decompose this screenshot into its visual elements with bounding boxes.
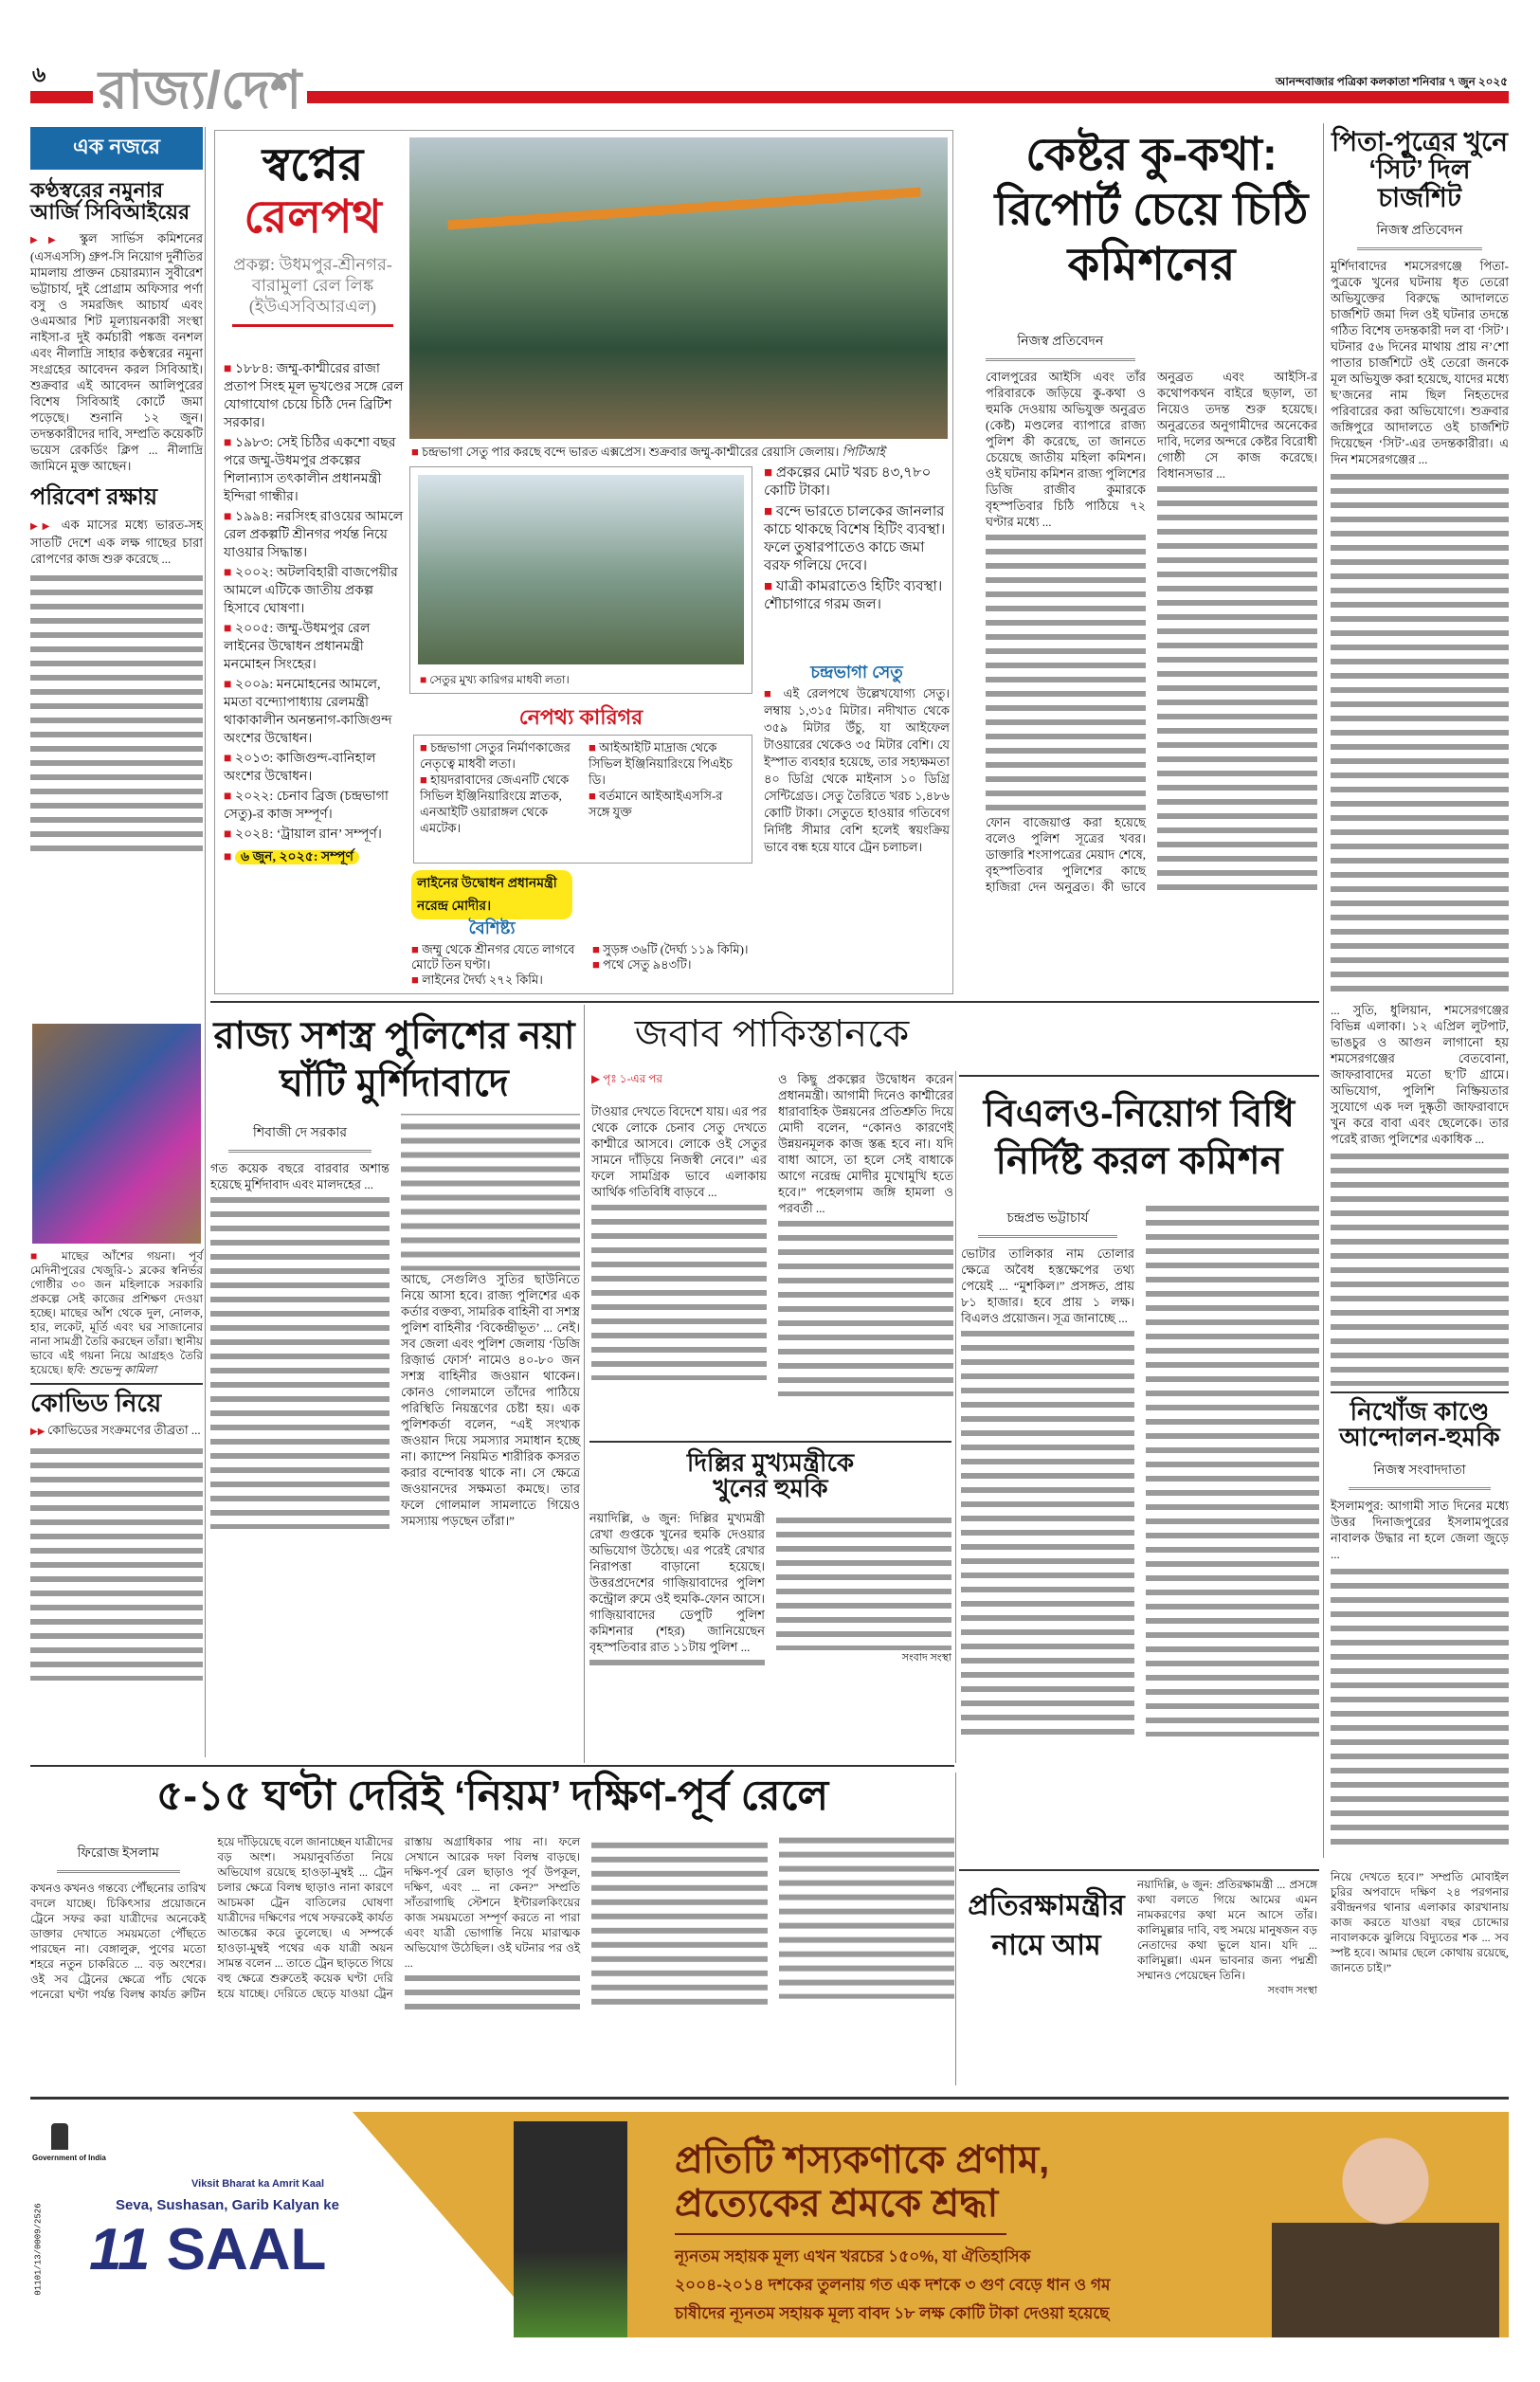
headline-reply-pakistan: জবাব পাকিস্তানকে <box>634 1013 910 1055</box>
madhavi-latha-photo <box>418 475 744 664</box>
article-text: নয়াদিল্লি, ৬ জুন: দিল্লির মুখ্যমন্ত্রী রেখা গুপ্তকে খুনের হুমকি দেওয়ার অভিযোগ উঠেছে। এর পরেই রেখার নিরাপত্তা বাড়ানো হয়েছে। উত্তরপ্রদেশের গাজ়িয়াবাদের পুলিশ কন্ট্রোল রুমে ওই হুমকি-ফোন আসে। গাজ়িয়াবাদের ডেপুটি পুলিশ কমিশনার (শহর) জানিয়েছেন বৃহস্পতিবার রাত ১১টায় পুলিশ ... <box>589 1510 765 1654</box>
article-text: বোলপুরের আইসি এবং তাঁর পরিবারকে জড়িয়ে কু-কথা ও হুমকি দেওয়ায় অভিযুক্ত অনুব্রত (কেষ্ট) মণ্ডলের ব্যাপারে রাজ্য পুলিশ কী করেছে, তা জানতে চেয়েছে জাতীয় মহিলা কমিশন। ওই ঘটনায় কমিশন রাজ্য পুলিশের ডিজি রাজীব কুমারকে বৃহস্পতিবার চিঠি পাঠিয়ে ৭২ ঘণ্টার মধ্যে ... <box>986 370 1146 529</box>
article-text: নয়াদিল্লি, ৬ জুন: প্রতিরক্ষামন্ত্রী ... প্রসঙ্গে কথা বলতে গিয়ে আমের এমন নামকরণের কথা মনে আসে তাঁর। কালিমুল্লার দাবি, বহু সময়ে মানুষজন বড় নেতাদের কথা ভুলে যান। যদি ... কালিমুল্লা। এমন ভাবনার জন্য পদ্মশ্রী সম্মানও পেয়েছেন তিনি। <box>1137 1878 1317 1982</box>
vande-bharat-bridge-photo <box>409 137 948 439</box>
headline-armed-police: রাজ্য সশস্ত্র পুলিশের নয়া ঘাঁটি মুর্শিদাবাদে <box>213 1015 575 1104</box>
project-name: প্রকল্প: উধমপুর-শ্রীনগর-বারামুলা রেল লিঙ্ক (ইউএসবিআরএল) <box>232 254 393 327</box>
behind-scenes-item: ■ চন্দ্রভাগা সেতুর নির্মাণকাজের নেতৃত্বে মাধবী লতা। <box>420 739 577 772</box>
article-text: ভোটার তালিকার নাম তোলার ক্ষেত্রে অবৈধ হস্তক্ষেপের তথ্য পেয়েই ... “মুশকিল।” প্রসঙ্গত, প্রায় ৮১ হাজার। হবে প্রায় ১ লক্ষ। বিএলও প্রয়োজন। সূত্র জানাচ্ছে ... <box>961 1246 1134 1325</box>
farmer-door-image <box>514 2121 627 2337</box>
feature-title-accent: রেলপথ <box>244 192 382 243</box>
article-text: ইসলামপুর: আগামী সাত দিনের মধ্যে উত্তর দিনাজপুরের ইসলামপুরের নাবালক উদ্ধার না হলে জেলা জুড়ে ... <box>1331 1498 1509 1561</box>
fact-item: ■ প্রকল্পের মোট খরচ ৪৩,৭৮০ কোটি টাকা। <box>764 464 949 500</box>
brief-body-lines <box>30 1444 203 1681</box>
article-text: ও কিছু প্রকল্পের উদ্বোধন করেন প্রধানমন্ত্রী। আগামী দিনেও কাশ্মীরের ধারাবাহিক উন্নয়নের প্রতিশ্রুতি দিয়ে মোদী বলেন, “কোনও কারণেই উন্নয়নমূলক কাজ স্তব্ধ হবে না। যদি বাধা আসে, তা হলে সেই বাধাকে আগে নরেন্দ্র মোদীর মুখোমুখি হতে হবে।” পহেলগাম জঙ্গি হামলা ও পরবর্তী ... <box>778 1072 953 1215</box>
features-list <box>411 942 762 988</box>
feature-item: ■ জম্মু থেকে শ্রীনগর যেতে লাগবে মোটে তিন ঘণ্টা। <box>411 942 581 973</box>
bridge-text: ■ এই রেলপথে উল্লেখযোগ্য সেতু। লম্বায় ১,৩১৫ মিটার। নদীখাত থেকে ৩৫৯ মিটার উঁচু, যা আইফেল টাওয়ারের থেকেও ৩৫ মিটার বেশি। যে ইস্পাত ব্যবহার হয়েছে, তার সহ্যক্ষমতা ৪০ ডিগ্রি থেকে মাইনাস ১০ ডিগ্রি সেন্টিগ্রেড। সেতু তৈরিতে খরচ ১,৪৮৬ কোটি টাকা। সেতুতে হাওয়ার গতিবেগ নির্দিষ্ট সীমার বেশি হলেই স্বয়ংক্রিয় ভাবে বন্ধ হয়ে যাবে ট্রেন চলাচল। <box>764 685 950 856</box>
govt-label: Government of India <box>32 2154 106 2162</box>
timeline-items <box>224 360 404 844</box>
byline: ফিরোজ ইসলাম <box>57 1842 180 1873</box>
byline: চন্দ্রপ্রভ ভট্টাচার্য <box>978 1207 1116 1238</box>
pm-portrait <box>1272 2129 1499 2337</box>
brief-title: কোভিড নিয়ে <box>30 1389 162 1417</box>
photo-caption: ■ মাছের আঁশের গয়না। পূর্ব মেদিনীপুরের খেজুরি-১ ব্লকের স্বনির্ভর গোষ্ঠীর ৩০ জন মহিলাকে সরকারি প্রকল্পে সেই কাজের প্রশিক্ষণ দেওয়া হচ্ছে। মাছের আঁশ থেকে দুল, নোলক, হার, লকেট, মূর্তি এবং ঘর সাজানোর নানা সামগ্রী তৈরি করছেন তাঁরা। স্থানীয় ভাবে এই গয়না নিয়ে আগ্রহও তৈরি হয়েছে। ছবি: শুভেন্দু কামিলা <box>30 1249 203 1377</box>
timeline <box>224 360 404 868</box>
feature-title: স্বপ্নের <box>262 140 364 191</box>
headline-delhi-cm: দিল্লির মুখ্যমন্ত্রীকে খুনের হুমকি <box>686 1448 855 1503</box>
timeline-item: ■ ২০২৪: ‘ট্রায়াল রান’ সম্পূর্ণ। <box>224 826 404 844</box>
brief-text: ▶▶ কোভিডের সংক্রমণের তীব্রতা ... <box>30 1422 203 1440</box>
inset-caption: ■ সেতুর মুখ্য কারিগর মাধবী লতা। <box>420 672 752 691</box>
article-text: টাওয়ার দেখতে বিদেশে যায়। এর পর থেকে লোকে চেনাব সেতু দেখতে কাশ্মীরে আসবে। লোকে ওই সেতুর সামনে দাঁড়িয়ে নিজস্বী নেবে।” এর ফলে সামগ্রিক ভাবে এলাকায় আর্থিক গতিবিধি বাড়বে ... <box>591 1104 767 1199</box>
emblem-icon <box>51 2123 68 2150</box>
timeline-item: ■ ২০২২: চেনাব ব্রিজ (চন্দ্রভাগা সেতু)-র কাজ সম্পূর্ণ। <box>224 788 404 824</box>
ad-lines <box>675 2243 1110 2328</box>
fact-item: ■ যাত্রী কামরাতেও হিটিং ব্যবস্থা। শৌচাগারে গরম জল। <box>764 578 949 614</box>
timeline-item: ■ ২০১৩: কাজিগুন্দ-বানিহাল অংশের উদ্বোধন। <box>224 750 404 786</box>
at-a-glance-banner: এক নজরে <box>30 127 203 170</box>
section-title: রাজ্য/দেশ <box>93 49 307 138</box>
dateline: আনন্দবাজার পত্রিকা কলকাতা শনিবার ৭ জুন ২০২৫ <box>1275 75 1508 88</box>
ad-code: 01101/13/0009/2526 <box>33 2203 44 2296</box>
timeline-item: ■ ১৯৮৩: সেই চিঠির একশো বছর পরে জম্মু-উধমপুর প্রকল্পের শিলান্যাস তৎকালীন প্রধানমন্ত্রী ইন্দিরা গান্ধীর। <box>224 434 404 506</box>
ad-line: ২০০৪-২০১৪ দশকের তুলনায় গত এক দশকে ৩ গুণ বেড়ে ধান ও গম <box>675 2276 1111 2294</box>
headline-blo: বিএলও-নিয়োগ বিধি নির্দিষ্ট করল কমিশন <box>983 1093 1295 1182</box>
features-title: বৈশিষ্ট্য <box>468 918 516 937</box>
delhi-cm-box <box>589 1441 951 1666</box>
brief-text: ▶▶ এক মাসের মধ্যে ভারত-সহ সাতটি দেশে এক লক্ষ গাছের চারা রোপণের কাজ শুরু করেছে ... <box>30 517 203 567</box>
article-text: কখনও কখনও গন্তব্যে পৌঁছনোর তারিখ বদলে যাচ্ছে। চিকিৎসার প্রয়োজনে ট্রেনে সফর করা যাত্রীদের অনেকেই ডাক্তার দেখাতে সময়মতো পৌঁছতে পারছেন না। বেঙ্গালুরু, পুণের মতো শহরে নতুন চাকরিতে ... বড় অংশের। ওই সব ট্রেনের ক্ষেত্রে পাঁচ থেকে পনেরো ঘণ্টা পর্যন্ত বিলম্ব কার্যত রুটিন হয়ে দাঁড়িয়েছে বলে জানাচ্ছেন যাত্রীদের বড় অংশ। সময়ানুবর্তিতা নিয়ে অভিযোগ রয়েছে হাওড়া-মুম্বই ... ট্রেন চলার ক্ষেত্রে বিলম্ব ছাড়াও নানা কারণে আচমকা ট্রেন বাতিলের ঘোষণা যাত্রীদের দক্ষিণের পথে সফরকেই কার্যত আতঙ্কের করে তুলেছে। এ সম্পর্কে হাওড়া-মুম্বই পথের এক যাত্রী অয়ন সামন্ত বলেন ... তাতে ট্রেন ছাড়তে গিয়ে বহু ক্ষেত্রে শুরুতেই কয়েক ঘণ্টা দেরি হয়ে যাচ্ছে। দেরিতে ছেড়ে যাওয়া ট্রেন রাস্তায় অগ্রাধিকার পায় না। ফলে সেখানে আরেক দফা বিলম্ব বাড়ছে। দক্ষিণ-পূর্ব রেল ছাড়াও পূর্ব উপকূল, দক্ষিণ, এবং ... না কেন?” সম্প্রতি সাঁতরাগাছি স্টেশনে ইন্টারলকিংয়ের কাজ সময়মতো সম্পূর্ণ করতে না পারা এবং যাত্রী ভোগান্তি নিয়ে মারাত্মক অভিযোগ উঠেছিল। ওই ঘটনার পর ওই ... <box>30 1835 581 2001</box>
left-column <box>30 127 203 855</box>
headline-kesto: কেষ্টর কু-কথা: রিপোর্ট চেয়ে চিঠি কমিশনের <box>994 130 1309 290</box>
headline-rail-delay: ৫-১৫ ঘণ্টা দেরিই ‘নিয়ম’ দক্ষিণ-পূর্ব রেলে <box>155 1773 829 1819</box>
eleven-saal-logo: 11 SAAL <box>89 2217 327 2282</box>
timeline-item: ■ ২০০২: অটলবিহারী বাজপেয়ীর আমলে এটিকে জাতীয় প্রকল্প হিসাবে ঘোষণা। <box>224 564 404 618</box>
ad-headline: প্রতিটি শস্যকণাকে প্রণাম, প্রত্যেকের শ্রমকে শ্রদ্ধা <box>675 2139 1050 2225</box>
earrings-photo <box>32 1024 201 1244</box>
behind-scenes-list <box>413 735 752 864</box>
timeline-item: ■ ২০০৫: জম্মু-উধমপুর রেল লাইনের উদ্বোধন প্রধানমন্ত্রী মনমোহন সিংহের। <box>224 620 404 674</box>
brief-body-lines <box>30 571 203 855</box>
headline-sit-chargesheet: পিতা-পুত্রের খুনে ‘সিট’ দিল চার্জশিট <box>1332 127 1508 212</box>
behind-scenes-item: ■ হায়দরাবাদের জেএনটি থেকে সিভিল ইঞ্জিনিয়ারিংয়ে স্নাতক, এনআইটি ওয়ারাঙ্গল থেকে এমটেক। <box>420 772 577 836</box>
byline: নিজস্ব সংবাদদাতা <box>1349 1459 1491 1490</box>
credit: সংবাদ সংস্থা <box>1267 1985 1317 1996</box>
govt-advertisement[interactable] <box>30 2112 1509 2337</box>
bridge-title: চন্দ্রভাগা সেতু <box>810 663 903 682</box>
headline-missing-child: নিখোঁজ কাণ্ডে আন্দোলন-হুমকি <box>1339 1397 1500 1452</box>
timeline-item: ■ ১৯৯৪: নরসিংহ রাওয়ের আমলে রেল প্রকল্পটি শ্রীনগর পর্যন্ত নিয়ে যাওয়ার সিদ্ধান্ত। <box>224 508 404 562</box>
behind-scenes-item: ■ আইআইটি মাদ্রাজ থেকে সিভিল ইঞ্জিনিয়ারিংয়ে পিএইচ ডি। <box>589 739 746 788</box>
ad-tagline: Seva, Sushasan, Garib Kalyan ke <box>116 2197 339 2213</box>
brief-text: ▶▶ স্কুল সার্ভিস কমিশনের (এসএসসি) গ্রুপ-সি নিয়োগ দুর্নীতির মামলায় প্রাক্তন চেয়ারম্যান সুবীরেশ ভট্টাচার্য, দুই প্রোগ্রাম অফিসার পর্ণা বসু ও সমরজিৎ আচার্য এবং ওএমআর শিট মূল্যায়নকারী সংস্থা নাইসা-র দুই কর্মচারী পঙ্কজ বনশল এবং নীলাদ্রি সাহার কণ্ঠস্বরের নমুনা সংগ্রহের আবেদন করল সিবিআই। শুক্রবার এই আবেদন আলিপুরের বিশেষ সিবিআই কোর্টে জমা পড়েছে। শুনানি ১২ জুন। তদন্তকারীদের দাবি, সম্প্রতি কয়েকটি ভয়েস রেকর্ডিং ক্লিপ ... নীলাদ্রি জামিনে মুক্ত আছেন। <box>30 230 203 474</box>
article-text: গত কয়েক বছরে বারবার অশান্ত হয়েছে মুর্শিদাবাদ এবং মালদহের ... <box>210 1161 390 1191</box>
byline: নিজস্ব প্রতিবেদন <box>986 330 1135 361</box>
brief-title: কণ্ঠস্বরের নমুনার আর্জি সিবিআইয়ের <box>30 178 190 225</box>
timeline-final: ■ ৬ জুন, ২০২৫: সম্পূর্ণ <box>224 846 404 868</box>
headline-mango: প্রতিরক্ষামন্ত্রীর নামে আম <box>968 1890 1125 1961</box>
feature-item: ■ সুড়ঙ্গ ৩৬টি (দৈর্ঘ্য ১১৯ কিমি)। <box>592 942 762 957</box>
continued-from-label: ▶ পৃঃ ১-এর পর <box>591 1072 663 1085</box>
article-text: আছে, সেগুলিও সুতির ছাউনিতে নিয়ে আসা হবে। রাজ্য পুলিশের এক কর্তার বক্তব্য, সামরিক বাহিনী বা সশস্ত্র পুলিশ বাহিনীর ‘বিকেন্দ্রীভূত’ ... নেই। সব জেলা এবং পুলিশ জেলায় ‘ডিজি রিজ়ার্ভ ফোর্স’ নামেও ৪০-৮০ জন সশস্ত্র বাহিনীর জওয়ান থাকেন। কোনও গোলমালে তাঁদের পাঠিয়ে পরিস্থিতি নিয়ন্ত্রণের চেষ্টা হয়। এক পুলিশকর্তা বলেন, “এই সংখ্যক জওয়ান দিয়ে সমস্যার সমাধান হচ্ছে না। ক্যাম্পে নিয়মিত শারীরিক কসরত করার বন্দোবস্ত থাকে না। সে ক্ষেত্রে জওয়ানদের সক্ষমতা কমছে। তার ফলে গোলমাল সামলাতে গিয়েও সমস্যায় পড়ছেন তাঁরা।” <box>401 1271 580 1528</box>
behind-scenes-item: ■ বর্তমানে আইআইএসসি-র সঙ্গে যুক্ত <box>589 788 746 820</box>
timeline-item: ■ ২০০৯: মনমোহনের আমলে, মমতা বন্দ্যোপাধ্যায় রেলমন্ত্রী থাকাকালীন অনন্তনাগ-কাজিগুন্দ অংশের উদ্বোধন। <box>224 676 404 748</box>
behind-scenes-title: নেপথ্য কারিগর <box>518 705 643 729</box>
brief-title: পরিবেশ রক্ষায় <box>30 484 157 511</box>
ad-tagline: Viksit Bharat ka Amrit Kaal <box>191 2178 325 2190</box>
project-facts <box>764 464 949 617</box>
feature-item: ■ পথে সেতু ৯৪৩টি। <box>592 957 762 973</box>
byline: নিজস্ব প্রতিবেদন <box>1357 219 1482 250</box>
credit: সংবাদ সংস্থা <box>901 1651 951 1664</box>
page-number: ৬ <box>32 63 46 86</box>
timeline-item: ■ ১৮৮৪: জম্মু-কাশ্মীরের রাজা প্রতাপ সিংহ মূল ভূখণ্ডের সঙ্গে রেল যোগাযোগ চেয়ে চিঠি দেন ব্রিটিশ সরকার। <box>224 360 404 432</box>
inset-box <box>409 466 752 694</box>
article-text: ফোন বাজেয়াপ্ত করা হয়েছে বলেও পুলিশ সূত্রের খবর। ডাক্তারি শংসাপত্রের মেয়াদ শেষে, বৃহস্পতিবার পুলিশের কাছে হাজিরা দেন অনুব্রত। কী ভাবে অনুব্রত এবং আইসি-র কথোপকথন বাইরে ছড়াল, তা নিয়েও তদন্ত শুরু হয়েছে। অনুব্রতের অনুগামীদের অনেকের দাবি, দলের অন্দরে কেষ্টর বিরোধী গোষ্ঠী সে কাজ করেছে। বিধানসভার ... <box>986 370 1317 894</box>
feature-item: ■ লাইনের দৈর্ঘ্য ২৭২ কিমি। <box>411 973 581 988</box>
article-text: ... সুতি, ধুলিয়ান, শমসেরগঞ্জের বিভিন্ন এলাকা। ১২ এপ্রিল লুটপাট, ভাঙচুর ও আগুন লাগানো হয় শমসেরগঞ্জের বেতবোনা, জাফরাবাদের মতো ছ’টি গ্রামে। অভিযোগ, পুলিশি নিষ্ক্রিয়তার সুযোগে এক দল দুষ্কৃতী জাফরাবাদে খুন করে বাবা এবং ছেলেকে। তার পরেই রাজ্য পুলিশের একাধিক ... <box>1331 1003 1509 1147</box>
article-text: নিয়ে দেখতে হবে।” সম্প্রতি মোবাইল চুরির অপবাদে দক্ষিণ ২৪ পরগনার রবীন্দ্রনগর থানার এলাকার কারখানায় কাজ করতে যাওয়া বছর চোদ্দোর নাবালককে ঝুলিয়ে বিদ্যুতের শক ... সব স্পষ্ট হবে। আমার ছেলে কোথায় রয়েছে, জানতে চাই।” <box>1331 1870 1509 1974</box>
inauguration-highlight: লাইনের উদ্বোধন প্রধানমন্ত্রী নরেন্দ্র মোদীর। <box>411 870 572 919</box>
photo-caption: ■ চন্দ্রভাগা সেতু পার করছে বন্দে ভারত এক্সপ্রেস। শুক্রবার জম্মু-কাশ্মীরের রেয়াসি জেলায়। পিটিআই <box>411 444 951 460</box>
fact-item: ■ বন্দে ভারতে চালকের জানলার কাচে থাকছে বিশেষ হিটিং ব্যবস্থা। ফলে তুষারপাতেও কাচে জমা বরফ গলিয়ে দেবে। <box>764 503 949 575</box>
byline: শিবাজী দে সরকার <box>228 1121 371 1153</box>
ad-line: ন্যূনতম সহায়ক মূল্য এখন খরচের ১৫০%, যা ঐতিহাসিক <box>675 2247 1031 2265</box>
chenab-bridge-box <box>764 664 950 856</box>
ad-line: চাষীদের ন্যূনতম সহায়ক মূল্য বাবদ ১৮ লক্ষ কোটি টাকা দেওয়া হয়েছে <box>675 2304 1110 2322</box>
article-text: মুর্শিদাবাদের শমসেরগঞ্জে পিতা-পুত্রকে খুনের ঘটনায় ধৃত তেরো অভিযুক্তের বিরুদ্ধে আদালতে চার্জশিট জমা দিল ওই ঘটনার তদন্তে গঠিত বিশেষ তদন্তকারী দল বা ‘সিট’। ঘটনার ৫৬ দিনের মাথায় প্রায় ন’শো পাতার চার্জশিটে ওই তেরো জনকে মূল অভিযুক্ত করা হয়েছে, যাদের মধ্যে ছ’জনের নাম ছিল নিহতদের পরিবারের করা অভিযোগে। শুক্রবার জঙ্গিপুরে আদালতে ওই চার্জশিট দিয়েছেন ‘সিট’-এর তদন্তকারীরা। এ দিন শমসেরগঞ্জের ... <box>1331 259 1509 467</box>
